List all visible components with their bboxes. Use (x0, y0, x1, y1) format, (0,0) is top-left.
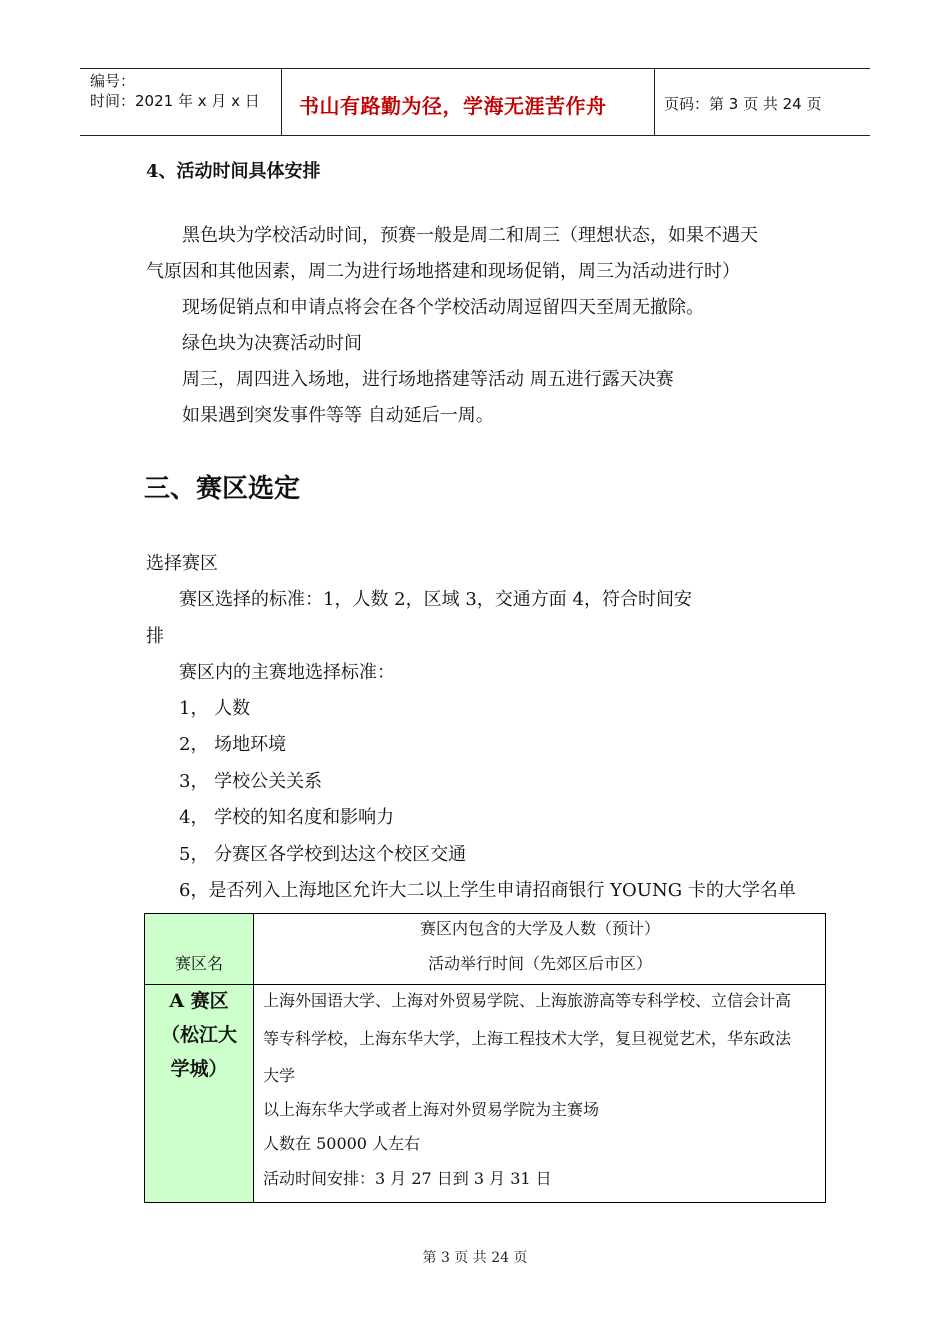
subheading-select-region: 选择赛区 (146, 553, 218, 574)
header-motto: 书山有路勤为径，学海无涯苦作舟 (299, 94, 607, 118)
paragraph-promotion-points: 现场促销点和申请点将会在各个学校活动周逗留四天至周无撤除。 (182, 297, 704, 318)
header-page-label: 页码：第 3 页 共 24 页 (664, 95, 822, 113)
paragraph-final-schedule: 周三，周四进入场地，进行场地搭建等活动 周五进行露天决赛 (182, 369, 674, 390)
header-top-rule (80, 68, 870, 69)
table-row-detail-line: 大学 (263, 1066, 296, 1085)
region-name-line: 学城） (170, 1058, 228, 1080)
criteria-item: 4， 学校的知名度和影响力 (179, 807, 395, 828)
header-divider-left (281, 69, 282, 135)
criteria-item: 1， 人数 (179, 698, 251, 719)
table-row-region-name (145, 984, 253, 1086)
header-time-label: 时间：2021 年 x 月 x 日 (90, 92, 260, 110)
table-header-universities: 赛区内包含的大学及人数（预计） (419, 919, 660, 938)
criteria-item: 2， 场地环境 (179, 734, 287, 755)
table-row-detail-line: 上海外国语大学、上海对外贸易学院、上海旅游高等专科学校、立信会计高 (263, 991, 792, 1010)
criteria-item: 5， 分赛区各学校到达这个校区交通 (179, 844, 467, 865)
section-3-heading: 三、赛区选定 (144, 474, 301, 504)
region-name-line: （松江大 (160, 1024, 237, 1046)
table-header-region-name: 赛区名 (174, 954, 223, 973)
main-venue-criteria-title: 赛区内的主赛地选择标准： (179, 662, 395, 683)
header-divider-right (654, 69, 655, 135)
region-name-line: A 赛区 (169, 990, 229, 1012)
criteria-line2: 排 (146, 626, 164, 647)
table-row-detail-line: 以上海东华大学或者上海对外贸易学院为主赛场 (263, 1100, 600, 1119)
criteria-line1: 赛区选择的标准：1，人数 2，区域 3，交通方面 4，符合时间安 (179, 589, 692, 610)
table-header-activity-time: 活动举行时间（先郊区后市区） (427, 954, 652, 973)
section-4-title: 4、活动时间具体安排 (146, 161, 321, 182)
paragraph-emergency-delay: 如果遇到突发事件等等 自动延后一周。 (182, 405, 494, 426)
header-code-label: 编号： (90, 72, 136, 90)
paragraph-black-block-line1: 黑色块为学校活动时间，预赛一般是周二和周三（理想状态，如果不遇天 (182, 225, 758, 246)
criteria-item: 6，是否列入上海地区允许大二以上学生申请招商银行 YOUNG 卡的大学名单 (179, 880, 796, 901)
page-footer: 第 3 页 共 24 页 (422, 1250, 528, 1266)
header-bottom-rule (80, 135, 870, 136)
table-row-detail-line: 人数在 50000 人左右 (263, 1134, 421, 1153)
table-row-detail-line: 活动时间安排：3 月 27 日到 3 月 31 日 (263, 1169, 552, 1188)
criteria-item: 3， 学校公关关系 (179, 771, 323, 792)
paragraph-green-block: 绿色块为决赛活动时间 (182, 333, 362, 354)
paragraph-black-block-line2: 气原因和其他因素，周二为进行场地搭建和现场促销，周三为活动进行时） (146, 261, 740, 282)
table-row-detail-line: 等专科学校，上海东华大学，上海工程技术大学，复旦视觉艺术，华东政法 (263, 1029, 792, 1048)
